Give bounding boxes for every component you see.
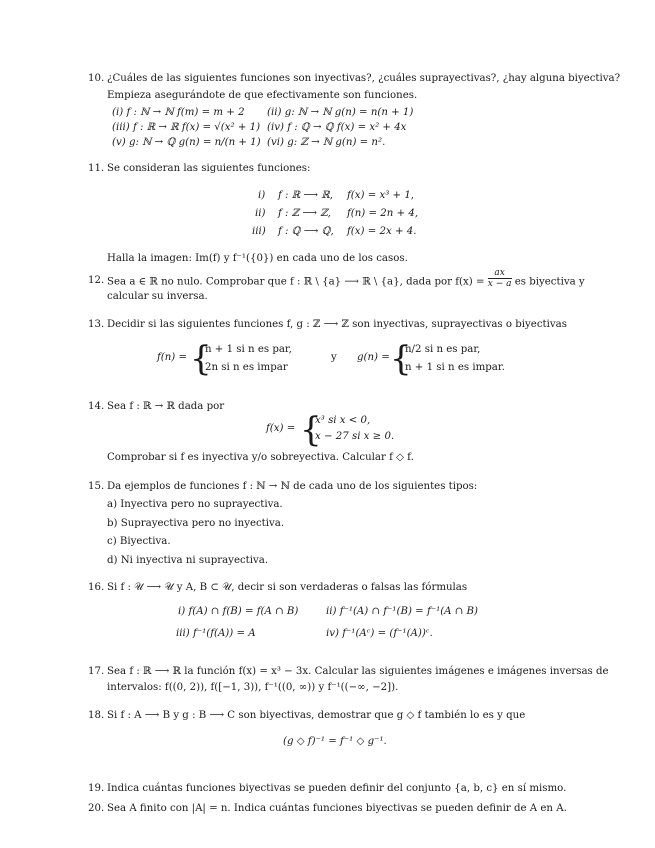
problem-text: Sea a ∈ ℝ no nulo. Comprobar que f : ℝ \ {a} ⟶ ℝ \ {a}, dada por f(x) = <box>107 276 485 288</box>
problem-number: 16. <box>88 582 105 593</box>
function-item: (vi) g: ℤ → ℕ g(n) = n². <box>267 137 386 148</box>
problem-number: 15. <box>88 481 105 492</box>
problem-text: Sea f : ℝ ⟶ ℝ la función f(x) = x³ − 3x. Calcular las siguientes imágenes e imágenes inversas de <box>107 666 609 677</box>
problem-number: 17. <box>88 666 105 677</box>
case-def: f(n) = 2n + 4, <box>347 208 419 219</box>
case-label: iii) <box>252 226 266 237</box>
problem-number: 10. <box>88 73 105 84</box>
case-def: f(x) = x³ + 1, <box>347 190 415 201</box>
problem-number: 14. <box>88 401 105 412</box>
problem-text: Sea f : ℝ → ℝ dada por <box>107 401 225 412</box>
f-definition: f(n) = <box>157 352 188 363</box>
case-map: f : ℚ ⟶ ℚ, <box>278 226 334 237</box>
problem-text: intervalos: f((0, 2)), f([−1, 3)), f⁻¹((0, ∞)) y f⁻¹((−∞, −2]). <box>107 682 399 693</box>
problem-number: 18. <box>88 710 105 721</box>
equation: (g ◇ f)⁻¹ = f⁻¹ ◇ g⁻¹. <box>283 736 387 747</box>
left-brace: { <box>190 339 212 379</box>
problem-text: Indica cuántas funciones biyectivas se pueden definir del conjunto {a, b, c} en sí mismo. <box>107 783 567 794</box>
case-line: 2n si n es impar <box>205 362 288 373</box>
problem-text: Si f : 𝒰 ⟶ 𝒰 y A, B ⊂ 𝒰, decir si son verdaderas o falsas las fórmulas <box>107 582 468 593</box>
problem-text: Si f : A ⟶ B y g : B ⟶ C son biyectivas, demostrar que g ◇ f también lo es y que <box>107 710 526 721</box>
list-item: d) Ni inyectiva ni suprayectiva. <box>107 555 269 566</box>
case-line: n/2 si n es par, <box>405 344 481 355</box>
case-line: x³ si x < 0, <box>315 415 371 426</box>
problem-text: Se consideran las siguientes funciones: <box>107 163 311 174</box>
problem-text: Da ejemplos de funciones f : ℕ → ℕ de cada uno de los siguientes tipos: <box>107 481 478 492</box>
problem-text: Empieza asegurándote de que efectivamente son funciones. <box>107 90 418 101</box>
case-line: n + 1 si n es par, <box>205 344 292 355</box>
case-map: f : ℤ ⟶ ℤ, <box>278 208 331 219</box>
case-label: ii) <box>255 208 266 219</box>
problem-text: calcular su inversa. <box>107 291 208 302</box>
fraction-numerator: ax <box>488 268 512 279</box>
case-line: x − 27 si x ≥ 0. <box>315 431 395 442</box>
left-brace: { <box>300 410 322 450</box>
problem-number: 20. <box>88 803 105 814</box>
list-item: c) Biyectiva. <box>107 536 171 547</box>
problem-text: Decidir si las siguientes funciones f, g : ℤ ⟶ ℤ son inyectivas, suprayectivas o biyectivas <box>107 319 567 330</box>
formula: ii) f⁻¹(A) ∩ f⁻¹(B) = f⁻¹(A ∩ B) <box>326 606 478 617</box>
function-item: (i) f : ℕ → ℕ f(m) = m + 2 <box>112 107 245 118</box>
problem-text: Halla la imagen: Im(f) y f⁻¹({0}) en cada uno de los casos. <box>107 253 408 264</box>
case-line: n + 1 si n es impar. <box>405 362 505 373</box>
list-item: a) Inyectiva pero no suprayectiva. <box>107 499 283 510</box>
list-item: b) Suprayectiva pero no inyectiva. <box>107 518 285 529</box>
case-def: f(x) = 2x + 4. <box>347 226 417 237</box>
problem-number: 19. <box>88 783 105 794</box>
problem-text: ¿Cuáles de las siguientes funciones son inyectivas?, ¿cuáles suprayectivas?, ¿hay alguna biyectiva? <box>107 73 621 84</box>
formula: iii) f⁻¹(f(A)) = A <box>176 628 256 639</box>
left-brace: { <box>390 339 412 379</box>
g-definition: g(n) = <box>357 352 390 363</box>
function-item: (ii) g: ℕ → ℕ g(n) = n(n + 1) <box>267 107 414 118</box>
function-item: (v) g: ℕ → ℚ g(n) = n/(n + 1) <box>112 137 261 148</box>
function-item: (iii) f : ℝ → ℝ f(x) = √(x² + 1) <box>112 122 261 133</box>
problem-number: 11. <box>88 163 105 174</box>
problem-number: 13. <box>88 319 105 330</box>
fraction <box>488 268 512 289</box>
problem-text: Comprobar si f es inyectiva y/o sobreyectiva. Calcular f ◇ f. <box>107 452 414 463</box>
problem-number: 12. <box>88 275 105 286</box>
formula: iv) f⁻¹(Aᶜ) = (f⁻¹(A))ᶜ. <box>326 628 433 639</box>
f-definition: f(x) = <box>266 423 296 434</box>
fraction-denominator: x − a <box>487 279 512 289</box>
case-label: i) <box>258 190 266 201</box>
problem-text: es biyectiva y <box>514 276 585 288</box>
function-item: (iv) f : ℚ → ℚ f(x) = x² + 4x <box>267 122 407 133</box>
formula: i) f(A) ∩ f(B) = f(A ∩ B) <box>178 606 299 617</box>
problem-text: Sea A finito con |A| = n. Indica cuántas funciones biyectivas se pueden definir de A en A. <box>107 803 567 814</box>
case-map: f : ℝ ⟶ ℝ, <box>278 190 333 201</box>
conjunction: y <box>331 352 337 363</box>
